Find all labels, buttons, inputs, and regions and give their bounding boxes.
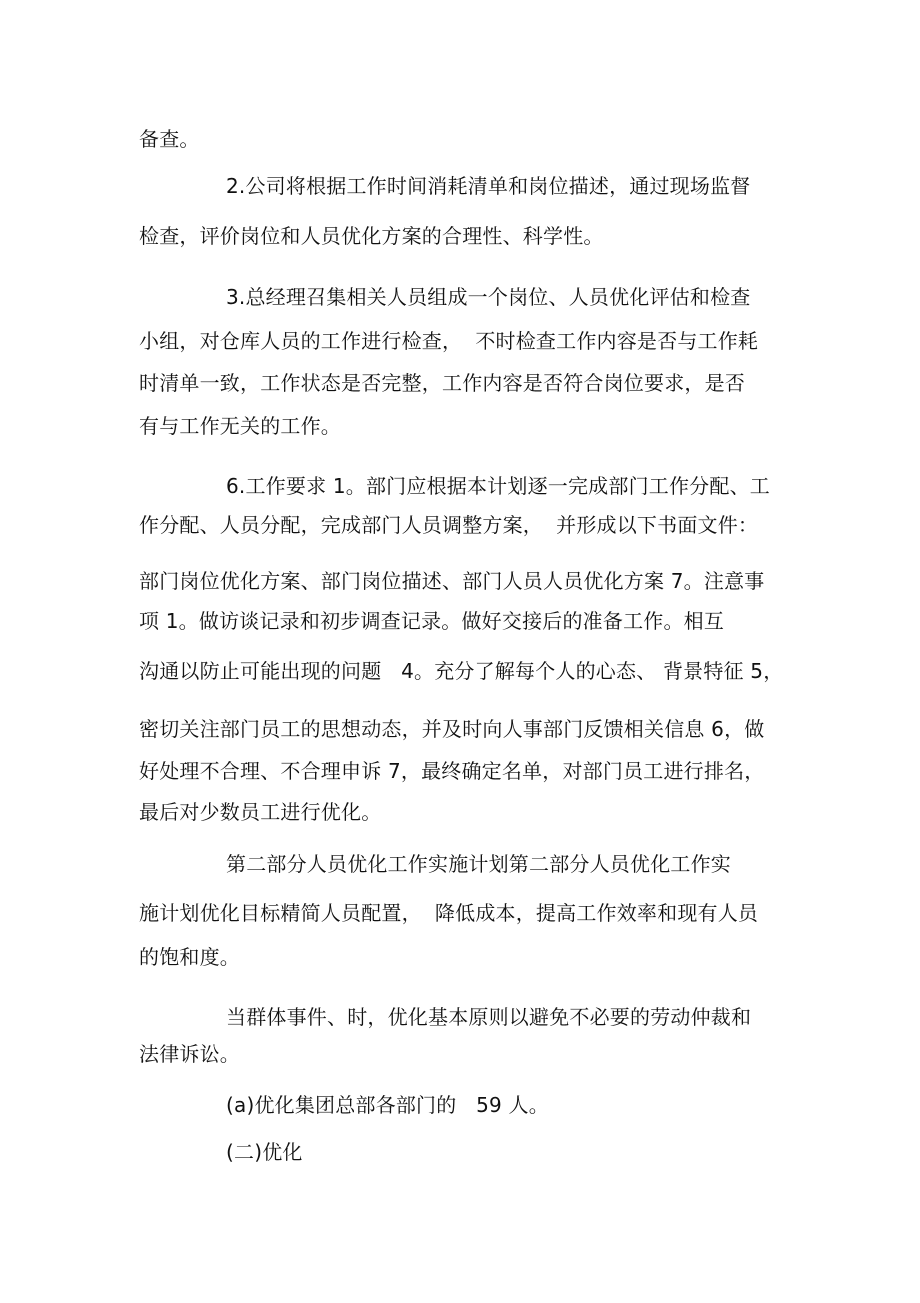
text-line: 作分配、人员分配，完成部门人员调整方案， 并形成以下书面文件： bbox=[139, 513, 759, 537]
text-line: 最后对少数员工进行优化。 bbox=[139, 800, 382, 824]
text-line: 密切关注部门员工的思想动态，并及时向人事部门反馈相关信息 6，做 bbox=[139, 717, 765, 741]
text-line: 2.公司将根据工作时间消耗清单和岗位描述，通过现场监督 bbox=[226, 174, 751, 198]
text-line: 时清单一致，工作状态是否完整，工作内容是否符合岗位要求，是否 bbox=[139, 371, 745, 395]
text-line: 项 1。做访谈记录和初步调查记录。做好交接后的准备工作。相互 bbox=[139, 609, 725, 633]
text-line: 备查。 bbox=[139, 127, 200, 151]
text-line: (二)优化 bbox=[226, 1140, 303, 1164]
text-line: 施计划优化目标精简人员配置， 降低成本，提高工作效率和现有人员 bbox=[139, 901, 759, 925]
text-line: 3.总经理召集相关人员组成一个岗位、人员优化评估和检查 bbox=[226, 285, 751, 309]
text-line: 第二部分人员优化工作实施计划第二部分人员优化工作实 bbox=[226, 852, 731, 876]
text-line: 当群体事件、时，优化基本原则以避免不必要的劳动仲裁和 bbox=[226, 1005, 752, 1029]
text-line: 部门岗位优化方案、部门岗位描述、部门人员人员优化方案 7。注意事 bbox=[139, 569, 765, 593]
text-line: 好处理不合理、不合理申诉 7，最终确定名单，对部门员工进行排名， bbox=[139, 759, 765, 783]
text-line: 沟通以防止可能出现的问题 4。充分了解每个人的心态、 背景特征 5， bbox=[139, 659, 784, 683]
text-line: 法律诉讼。 bbox=[139, 1042, 240, 1066]
text-line: 的饱和度。 bbox=[139, 945, 240, 969]
text-line: 小组，对仓库人员的工作进行检查， 不时检查工作内容是否与工作耗 bbox=[139, 329, 759, 353]
text-line: (a)优化集团总部各部门的 59 人。 bbox=[226, 1093, 549, 1117]
text-line: 有与工作无关的工作。 bbox=[139, 414, 341, 438]
text-line: 6.工作要求 1。部门应根据本计划逐一完成部门工作分配、工 bbox=[226, 474, 770, 498]
text-line: 检查，评价岗位和人员优化方案的合理性、科学性。 bbox=[139, 224, 604, 248]
